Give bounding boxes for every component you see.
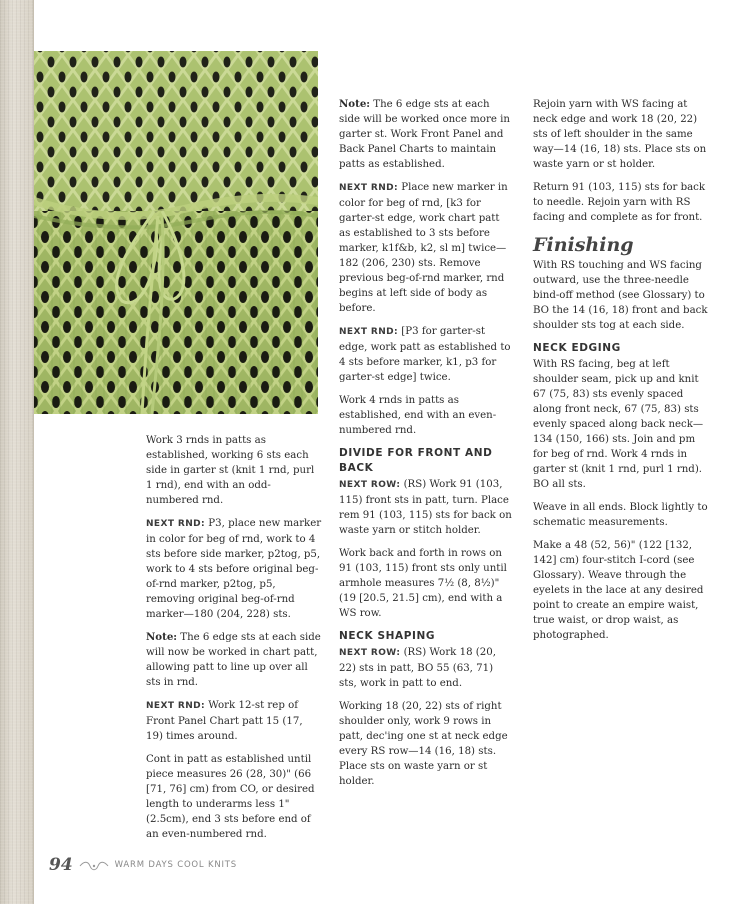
instruction-lead: NEXT ROW: bbox=[339, 648, 401, 658]
paragraph: Work 3 rnds in patts as established, working 6 sts each side in garter st (knit 1 rnd, purl 1 rnd), end with an odd-numbered rnd. bbox=[146, 435, 315, 506]
paragraph: NEXT ROW: (RS) Work 18 (20, 22) sts in patt, BO 55 (63, 71) sts, work in patt to end. bbox=[339, 647, 496, 689]
text-column-1 bbox=[146, 433, 322, 850]
book-title: WARM DAYS COOL KNITS bbox=[114, 860, 237, 870]
text-column-2 bbox=[339, 97, 513, 797]
section-heading-finishing: Finishing bbox=[533, 234, 634, 256]
paragraph: NEXT ROW: (RS) Work 91 (103, 115) front sts in patt, turn. Place rem 91 (103, 115) sts for back on waste yarn or stitch holder. bbox=[339, 479, 512, 536]
section-heading-divide: DIVIDE FOR FRONT AND BACK bbox=[339, 447, 493, 474]
flourish-ornament-icon bbox=[79, 856, 109, 875]
text-column-3 bbox=[533, 97, 709, 651]
paragraph: Note: The 6 edge sts at each side will be worked once more in garter st. Work Front Panel and Back Panel Charts to maintain patts as established. bbox=[339, 98, 510, 170]
paragraph: With RS touching and WS facing outward, use the three-needle bind-off method (see Glossary) to BO the 14 (16, 18) front and back shoulder sts tog at each side. bbox=[533, 260, 708, 331]
paragraph: NEXT RND: Place new marker in color for beg of rnd, [k3 for garter-st edge, work chart patt as established to 3 sts before marker, k1f&b, k2, sl m] twice—182 (206, 230) sts. Remove previous beg-of-rnd marker, rnd begins at left side of body as before. bbox=[339, 182, 508, 314]
instruction-lead: NEXT RND: bbox=[146, 519, 206, 529]
paragraph: NEXT RND: Work 12-st rep of Front Panel Chart patt 15 (17, 19) times around. bbox=[146, 700, 303, 742]
section-heading-neck-shaping: NECK SHAPING bbox=[339, 630, 436, 642]
book-spine-texture bbox=[0, 0, 34, 904]
paragraph: Return 91 (103, 115) sts for back to needle. Rejoin yarn with RS facing and complete as for front. bbox=[533, 182, 706, 223]
note-label: Note: bbox=[339, 98, 371, 110]
lace-knit-photo bbox=[34, 51, 318, 414]
note-label: Note: bbox=[146, 631, 178, 643]
paragraph: Cont in patt as established until piece measures 26 (28, 30)" (66 [71, 76] cm) from CO, or desired length to underarms less 1" (2.5cm), end 3 sts before end of an even-numbered rnd. bbox=[146, 754, 315, 840]
paragraph: Work back and forth in rows on 91 (103, 115) front sts only until armhole measures 7½ (8, 8½)" (19 [20.5, 21.5] cm), end with a WS row. bbox=[339, 548, 507, 619]
paragraph: Working 18 (20, 22) sts of right shoulder only, work 9 rows in patt, dec'ing one st at neck edge every RS row—14 (16, 18) sts. Place sts on waste yarn or st holder. bbox=[339, 701, 508, 787]
section-heading-neck-edging: NECK EDGING bbox=[533, 342, 621, 354]
instruction-lead: NEXT RND: bbox=[339, 327, 399, 337]
paragraph: NEXT RND: [P3 for garter-st edge, work patt as established to 4 sts before marker, k1, p3 for garter-st edge] twice. bbox=[339, 326, 511, 383]
paragraph: Make a 48 (52, 56)" (122 [132, 142] cm) four-stitch I-cord (see Glossary). Weave through the eyelets in the lace at any desired point to create an empire waist, true waist, or drop waist, as photographed. bbox=[533, 540, 704, 641]
paragraph: Rejoin yarn with WS facing at neck edge and work 18 (20, 22) sts of left shoulder in the same way—14 (16, 18) sts. Place sts on waste yarn or st holder. bbox=[533, 99, 707, 170]
page-footer bbox=[49, 855, 237, 875]
page-number: 94 bbox=[49, 855, 73, 875]
paragraph: With RS facing, beg at left shoulder seam, pick up and knit 67 (75, 83) sts evenly spaced along front neck, 67 (75, 83) sts evenly spaced along back neck—134 (150, 166) sts. Join and pm for beg of rnd. Work 4 rnds in garter st (knit 1 rnd, purl 1 rnd). BO all sts. bbox=[533, 359, 704, 490]
paragraph: Note: The 6 edge sts at each side will now be worked in chart patt, allowing patt to line up over all sts in rnd. bbox=[146, 631, 321, 688]
instruction-lead: NEXT RND: bbox=[146, 701, 206, 711]
paragraph: Work 4 rnds in patts as established, end with an even-numbered rnd. bbox=[339, 395, 497, 436]
paragraph: Weave in all ends. Block lightly to schematic measurements. bbox=[533, 502, 708, 528]
instruction-lead: NEXT ROW: bbox=[339, 480, 401, 490]
instruction-lead: NEXT RND: bbox=[339, 183, 399, 193]
paragraph: NEXT RND: P3, place new marker in color for beg of rnd, work to 4 sts before side marker, p2tog, p5, work to 4 sts before original beg-of-rnd marker, p2tog, p5, removing original beg-of-rnd marker—180 (204, 228) sts. bbox=[146, 518, 322, 620]
